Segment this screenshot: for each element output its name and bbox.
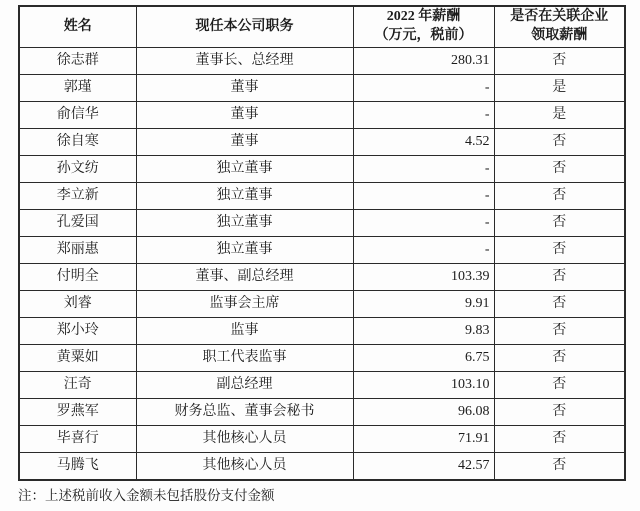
related-cell: 否 <box>494 426 625 453</box>
related-cell: 否 <box>494 129 625 156</box>
col-header-position <box>136 6 353 48</box>
table-row <box>19 48 625 75</box>
name-cell: 郑小玲 <box>19 318 136 345</box>
salary-cell: - <box>353 237 494 264</box>
position-cell: 监事会主席 <box>136 291 353 318</box>
position-cell: 其他核心人员 <box>136 426 353 453</box>
table-row <box>19 156 625 183</box>
related-cell: 否 <box>494 48 625 75</box>
related-cell: 否 <box>494 291 625 318</box>
header-line: 2022 年薪酬 <box>386 9 461 25</box>
position-cell: 董事 <box>136 75 353 102</box>
name-cell: 李立新 <box>19 183 136 210</box>
name-cell: 罗燕军 <box>19 399 136 426</box>
table-row <box>19 426 625 453</box>
name-cell: 黄粟如 <box>19 345 136 372</box>
table-row <box>19 183 625 210</box>
col-header-name <box>19 6 136 48</box>
related-cell: 否 <box>494 372 625 399</box>
name-cell: 郭瑾 <box>19 75 136 102</box>
header-line: 现任本公司职务 <box>195 18 294 34</box>
position-cell: 董事长、总经理 <box>136 48 353 75</box>
position-cell: 其他核心人员 <box>136 453 353 481</box>
name-cell: 马腾飞 <box>19 453 136 481</box>
position-cell: 独立董事 <box>136 183 353 210</box>
related-cell: 否 <box>494 156 625 183</box>
name-cell: 毕喜行 <box>19 426 136 453</box>
salary-cell: 9.91 <box>353 291 494 318</box>
salary-cell: - <box>353 156 494 183</box>
col-header-related <box>494 6 625 48</box>
col-header-salary <box>353 6 494 48</box>
position-cell: 职工代表监事 <box>136 345 353 372</box>
salary-cell: - <box>353 102 494 129</box>
table-row <box>19 399 625 426</box>
table-row <box>19 291 625 318</box>
header-line: 姓名 <box>63 18 92 34</box>
table-row <box>19 129 625 156</box>
table-row <box>19 453 625 481</box>
name-cell: 汪奇 <box>19 372 136 399</box>
header-line: （万元，税前） <box>374 28 473 43</box>
name-cell: 徐志群 <box>19 48 136 75</box>
header-row <box>19 6 625 48</box>
salary-cell: - <box>353 75 494 102</box>
position-cell: 副总经理 <box>136 372 353 399</box>
position-cell: 财务总监、董事会秘书 <box>136 399 353 426</box>
name-cell: 孔爱国 <box>19 210 136 237</box>
name-cell: 刘睿 <box>19 291 136 318</box>
name-cell: 俞信华 <box>19 102 136 129</box>
table-body <box>19 48 625 481</box>
table-row <box>19 345 625 372</box>
position-cell: 独立董事 <box>136 237 353 264</box>
table-row <box>19 75 625 102</box>
table-row <box>19 210 625 237</box>
related-cell: 否 <box>494 183 625 210</box>
table-row <box>19 102 625 129</box>
position-cell: 监事 <box>136 318 353 345</box>
name-cell: 孙文纺 <box>19 156 136 183</box>
table-row <box>19 237 625 264</box>
position-cell: 董事 <box>136 129 353 156</box>
header-line: 是否在关联企业 <box>510 9 609 25</box>
salary-cell: 71.91 <box>353 426 494 453</box>
related-cell: 否 <box>494 345 625 372</box>
name-cell: 郑丽惠 <box>19 237 136 264</box>
related-cell: 是 <box>494 102 625 129</box>
related-cell: 否 <box>494 399 625 426</box>
table-row <box>19 372 625 399</box>
name-cell: 付明全 <box>19 264 136 291</box>
related-cell: 是 <box>494 75 625 102</box>
salary-cell: 42.57 <box>353 453 494 481</box>
salary-cell: - <box>353 210 494 237</box>
position-cell: 独立董事 <box>136 156 353 183</box>
related-cell: 否 <box>494 264 625 291</box>
position-cell: 独立董事 <box>136 210 353 237</box>
salary-table <box>18 5 626 481</box>
table-row <box>19 318 625 345</box>
table-row <box>19 264 625 291</box>
salary-cell: 6.75 <box>353 345 494 372</box>
salary-cell: 280.31 <box>353 48 494 75</box>
related-cell: 否 <box>494 210 625 237</box>
related-cell: 否 <box>494 453 625 481</box>
header-line: 领取薪酬 <box>531 28 588 43</box>
salary-cell: 96.08 <box>353 399 494 426</box>
position-cell: 董事 <box>136 102 353 129</box>
salary-cell: 103.39 <box>353 264 494 291</box>
footnote: 注：上述税前收入金额未包括股份支付金额 <box>18 488 275 503</box>
salary-cell: 4.52 <box>353 129 494 156</box>
position-cell: 董事、副总经理 <box>136 264 353 291</box>
related-cell: 否 <box>494 237 625 264</box>
name-cell: 徐自寒 <box>19 129 136 156</box>
salary-cell: 9.83 <box>353 318 494 345</box>
salary-cell: 103.10 <box>353 372 494 399</box>
related-cell: 否 <box>494 318 625 345</box>
salary-cell: - <box>353 183 494 210</box>
